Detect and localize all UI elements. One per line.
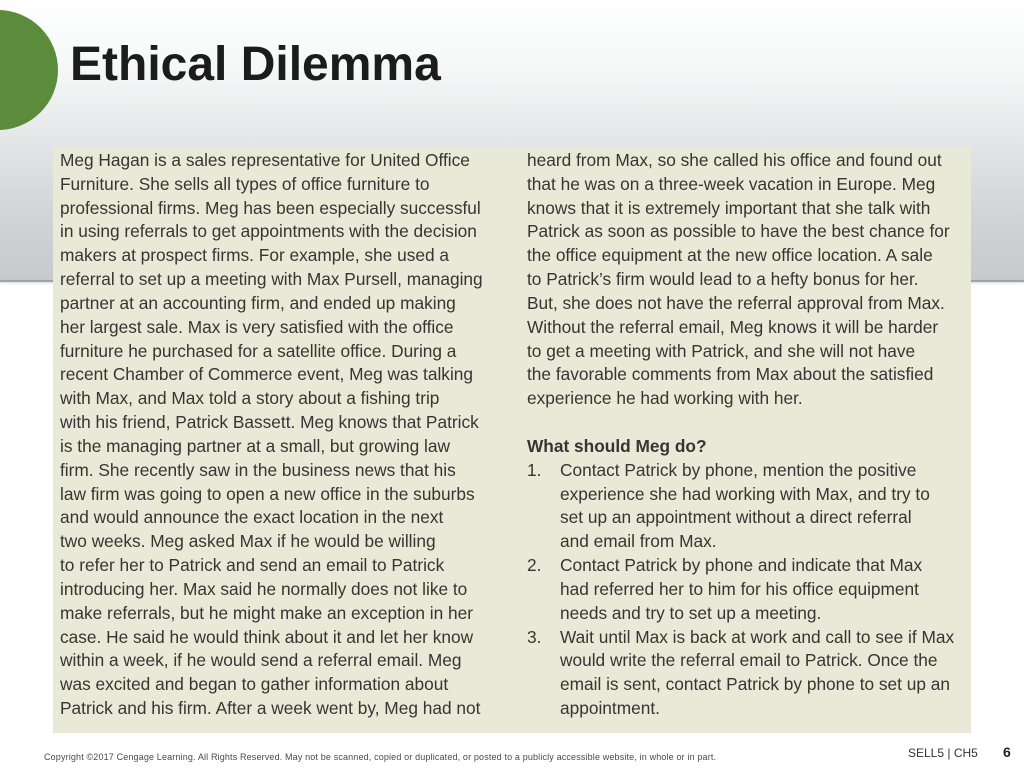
text-line: experience she had working with Max, and try to	[560, 483, 930, 504]
text-line: email is sent, contact Patrick by phone to set up an	[560, 674, 951, 695]
option-number: 3.	[527, 626, 542, 647]
option-number: 1.	[527, 459, 542, 480]
slide-title: Ethical Dilemma	[70, 38, 441, 91]
story-column-left	[60, 149, 520, 721]
text-line: and email from Max.	[560, 531, 717, 552]
text-line: needs and try to set up a meeting.	[560, 602, 822, 623]
page-number: 6	[1003, 744, 1011, 760]
option-3	[527, 626, 967, 721]
text-line: law firm was going to open a new office in the suburbs	[60, 483, 475, 504]
text-line: Patrick as soon as possible to have the best chance for	[527, 221, 950, 242]
text-line: Contact Patrick by phone and indicate that Max	[560, 555, 923, 576]
text-line: Furniture. She sells all types of office furniture to	[60, 173, 430, 194]
text-line: the favorable comments from Max about the satisfied	[527, 364, 934, 385]
text-line: and would announce the exact location in the next	[60, 507, 444, 528]
text-line: referral to set up a meeting with Max Pursell, managing	[60, 269, 483, 290]
text-line: firm. She recently saw in the business news that his	[60, 459, 456, 480]
option-1	[527, 459, 967, 554]
text-line: her largest sale. Max is very satisfied with the office	[60, 316, 454, 337]
case-study-box	[53, 147, 971, 733]
text-line: to Patrick’s firm would lead to a hefty bonus for her.	[527, 269, 919, 290]
paragraph-spacer	[527, 411, 967, 435]
text-line: with Max, and Max told a story about a fishing trip	[60, 388, 440, 409]
text-line: to get a meeting with Patrick, and she will not have	[527, 340, 916, 361]
text-line: Wait until Max is back at work and call to see if Max	[560, 626, 955, 647]
story-column-right	[527, 149, 967, 721]
option-text	[560, 626, 967, 721]
option-text	[560, 459, 967, 554]
text-line: Contact Patrick by phone, mention the positive	[560, 459, 917, 480]
text-line: is the managing partner at a small, but growing law	[60, 435, 450, 456]
text-line: makers at prospect firms. For example, she used a	[60, 245, 449, 266]
text-line: make referrals, but he might make an exception in her	[60, 602, 474, 623]
option-2	[527, 554, 967, 625]
text-line: two weeks. Meg asked Max if he would be willing	[60, 531, 436, 552]
text-line: within a week, if he would send a referral email. Meg	[60, 650, 462, 671]
text-line: appointment.	[560, 698, 660, 719]
text-line: But, she does not have the referral approval from Max.	[527, 292, 945, 313]
option-text	[560, 554, 967, 625]
text-line: professional firms. Meg has been especially successful	[60, 197, 481, 218]
text-line: case. He said he would think about it and let her know	[60, 626, 474, 647]
text-line: Patrick and his firm. After a week went by, Meg had not	[60, 698, 481, 719]
course-chapter-label: SELL5 | CH5	[908, 746, 978, 760]
text-line: to refer her to Patrick and send an email to Patrick	[60, 555, 445, 576]
text-line: would write the referral email to Patrick. Once the	[560, 650, 938, 671]
text-line: heard from Max, so she called his office and found out	[527, 150, 942, 170]
text-line: recent Chamber of Commerce event, Meg was talking	[60, 364, 474, 385]
text-line: Without the referral email, Meg knows it will be harder	[527, 316, 939, 337]
story-continuation	[527, 149, 967, 411]
text-line: with his friend, Patrick Bassett. Meg knows that Patrick	[60, 412, 479, 433]
question-heading: What should Meg do?	[527, 435, 707, 456]
text-line: furniture he purchased for a satellite office. During a	[60, 340, 457, 361]
copyright-notice: Copyright ©2017 Cengage Learning. All Rights Reserved. May not be scanned, copied or duplicated, or posted to a publicly accessible website, in whole or in part.	[44, 752, 717, 762]
text-line: had referred her to him for his office equipment	[560, 578, 919, 599]
text-line: Meg Hagan is a sales representative for United Office	[60, 150, 470, 170]
text-line: knows that it is extremely important that she talk with	[527, 197, 931, 218]
text-line: that he was on a three-week vacation in Europe. Meg	[527, 173, 936, 194]
text-line: introducing her. Max said he normally does not like to	[60, 578, 468, 599]
text-line: partner at an accounting firm, and ended up making	[60, 292, 456, 313]
text-line: the office equipment at the new office location. A sale	[527, 245, 933, 266]
text-line: experience he had working with her.	[527, 388, 803, 409]
text-line: in using referrals to get appointments with the decision	[60, 221, 477, 242]
text-line: was excited and began to gather information about	[60, 674, 449, 695]
text-line: set up an appointment without a direct referral	[560, 507, 912, 528]
option-number: 2.	[527, 555, 542, 576]
